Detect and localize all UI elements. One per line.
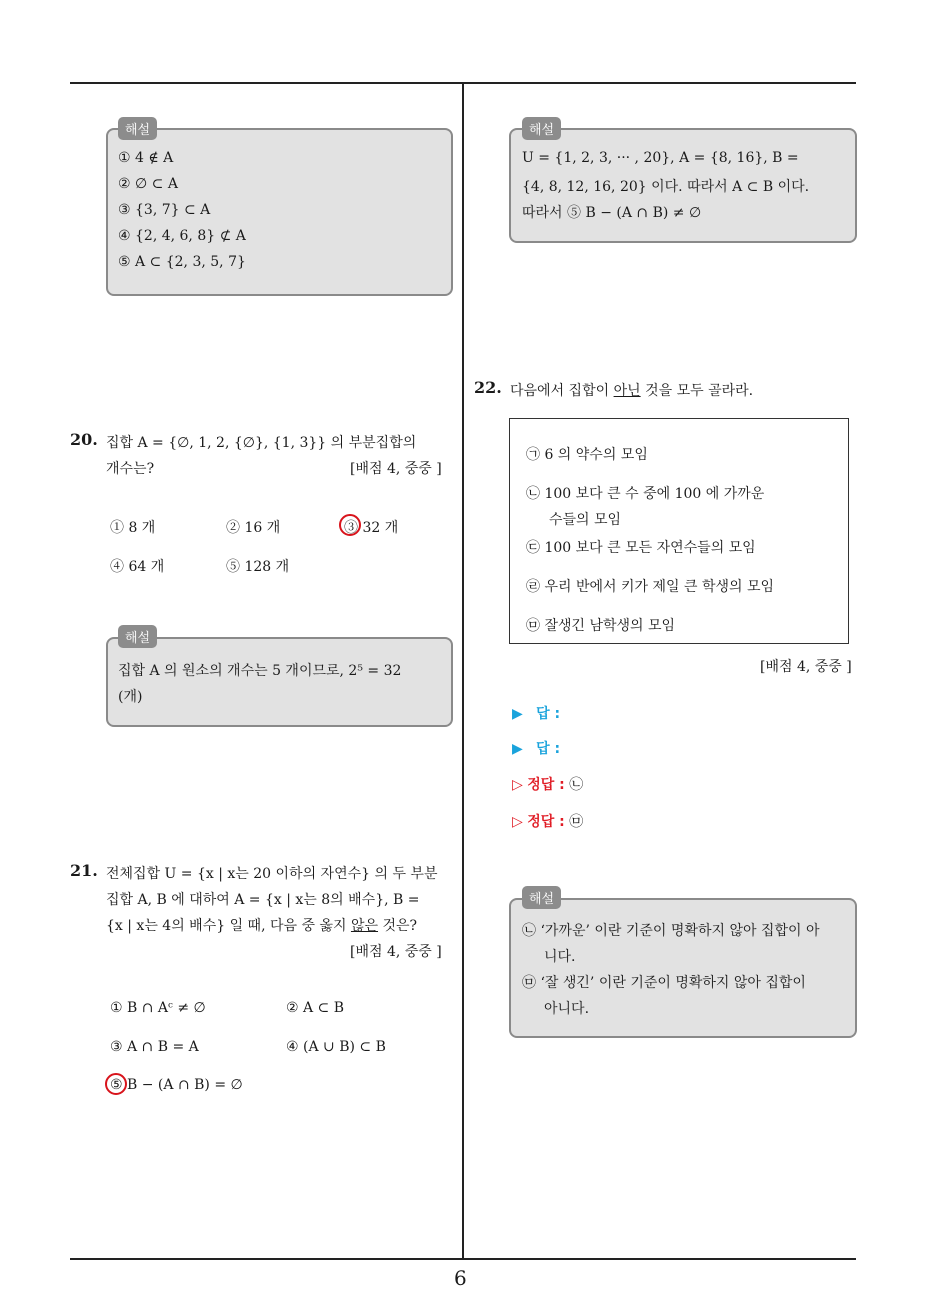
correct-answer-1 bbox=[512, 774, 583, 794]
solution-line: ㉡ ‘가까운’ 이란 기준이 명확하지 않아 집합이 아 bbox=[522, 923, 820, 939]
question-text bbox=[106, 915, 417, 935]
answer-line-2[interactable] bbox=[512, 738, 560, 758]
solution-box-q20 bbox=[106, 637, 453, 727]
answer-label: 답 : bbox=[536, 706, 561, 722]
answer-line-1[interactable] bbox=[512, 703, 560, 723]
choice-5[interactable]: ⑤ B − (A ∩ B) = ∅ bbox=[110, 1077, 243, 1093]
list-item: ㉣ 우리 반에서 키가 제일 큰 학생의 모임 bbox=[526, 579, 775, 595]
page-number: 6 bbox=[454, 1266, 467, 1290]
question-number: 22. bbox=[474, 378, 502, 397]
list-item-continuation: 수들의 모임 bbox=[549, 512, 622, 528]
choice-1[interactable]: ① 8 개 bbox=[110, 520, 156, 536]
solution-line: ⑤ A ⊂ {2, 3, 5, 7} bbox=[118, 254, 246, 270]
solution-line: 니다. bbox=[544, 949, 576, 965]
list-item: ㉡ 100 보다 큰 수 중에 100 에 가까운 bbox=[526, 486, 765, 502]
answer-label: 답 : bbox=[536, 741, 561, 757]
list-item: ㉤ 잘생긴 남학생의 모임 bbox=[526, 618, 676, 634]
correct-value: ㉡ bbox=[569, 777, 584, 793]
choice-1[interactable]: ① B ∩ Aᶜ ≠ ∅ bbox=[110, 1000, 206, 1016]
play-arrow-icon: ▶ bbox=[512, 706, 523, 722]
solution-line: U = {1, 2, 3, ··· , 20}, A = {8, 16}, B = bbox=[522, 150, 799, 166]
solution-line: ③ {3, 7} ⊂ A bbox=[118, 202, 211, 218]
choice-3[interactable]: ③ 32 개 bbox=[344, 520, 399, 536]
question-text: 전체집합 U = {x | x는 20 이하의 자연수} 의 두 부분 bbox=[106, 866, 438, 882]
question-number: 20. bbox=[70, 430, 98, 449]
solution-line: 집합 A 의 원소의 개수는 5 개이므로, 2⁵ = 32 bbox=[118, 663, 402, 679]
solution-line: 따라서 ⑤ B − (A ∩ B) ≠ ∅ bbox=[522, 205, 702, 221]
solution-tag: 해설 bbox=[118, 117, 157, 140]
choice-2[interactable]: ② 16 개 bbox=[226, 520, 281, 536]
question-text bbox=[510, 380, 753, 400]
list-item: ㉠ 6 의 약수의 모임 bbox=[526, 447, 648, 463]
question-text-part: 다음에서 집합이 bbox=[510, 383, 614, 399]
choice-3[interactable]: ③ A ∩ B = A bbox=[110, 1039, 199, 1055]
question-text-part: 것은? bbox=[378, 918, 418, 934]
answer-mark-circle bbox=[105, 1073, 127, 1095]
choice-5[interactable]: ⑤ 128 개 bbox=[226, 559, 290, 575]
question-text: 집합 A = {∅, 1, 2, {∅}, {1, 3}} 의 부분집합의 bbox=[106, 435, 417, 451]
answer-mark-circle bbox=[339, 514, 361, 536]
list-item: ㉢ 100 보다 큰 모든 자연수들의 모임 bbox=[526, 540, 756, 556]
score-meta: [배점 4, 중중 ] bbox=[350, 461, 442, 477]
correct-answer-2 bbox=[512, 811, 583, 831]
play-outline-icon: ▷ bbox=[512, 777, 523, 793]
solution-tag: 해설 bbox=[522, 886, 561, 909]
solution-line: ④ {2, 4, 6, 8} ⊄ A bbox=[118, 228, 246, 244]
emphasis-underline: 않은 bbox=[350, 918, 379, 934]
play-arrow-icon: ▶ bbox=[512, 741, 523, 757]
correct-label: 정답 : bbox=[527, 814, 565, 830]
correct-label: 정답 : bbox=[527, 777, 565, 793]
score-meta: [배점 4, 중중 ] bbox=[350, 944, 442, 960]
question-text: 집합 A, B 에 대하여 A = {x | x는 8의 배수}, B = bbox=[106, 892, 420, 908]
bottom-rule bbox=[70, 1258, 856, 1260]
solution-line: {4, 8, 12, 16, 20} 이다. 따라서 A ⊂ B 이다. bbox=[522, 179, 810, 195]
solution-tag: 해설 bbox=[118, 625, 157, 648]
solution-line: ② ∅ ⊂ A bbox=[118, 176, 178, 192]
column-divider bbox=[462, 84, 464, 1258]
score-meta: [배점 4, 중중 ] bbox=[760, 659, 852, 675]
choice-4[interactable]: ④ (A ∪ B) ⊂ B bbox=[286, 1039, 386, 1055]
choice-4[interactable]: ④ 64 개 bbox=[110, 559, 165, 575]
choice-2[interactable]: ② A ⊂ B bbox=[286, 1000, 345, 1016]
solution-line: ① 4 ∉ A bbox=[118, 150, 174, 166]
solution-line: ㉤ ‘잘 생긴’ 이란 기준이 명확하지 않아 집합이 bbox=[522, 975, 806, 991]
emphasis-underline: 아닌 bbox=[613, 383, 641, 399]
play-outline-icon: ▷ bbox=[512, 814, 523, 830]
solution-line: (개) bbox=[118, 689, 143, 705]
correct-value: ㉤ bbox=[569, 814, 584, 830]
question-number: 21. bbox=[70, 861, 98, 880]
question-text: 개수는? bbox=[106, 461, 155, 477]
question-text-part: {x | x는 4의 배수} 일 때, 다음 중 옳지 bbox=[106, 918, 351, 934]
solution-line: 아니다. bbox=[544, 1001, 590, 1017]
question-text-part: 것을 모두 골라라. bbox=[640, 383, 754, 399]
solution-tag: 해설 bbox=[522, 117, 561, 140]
